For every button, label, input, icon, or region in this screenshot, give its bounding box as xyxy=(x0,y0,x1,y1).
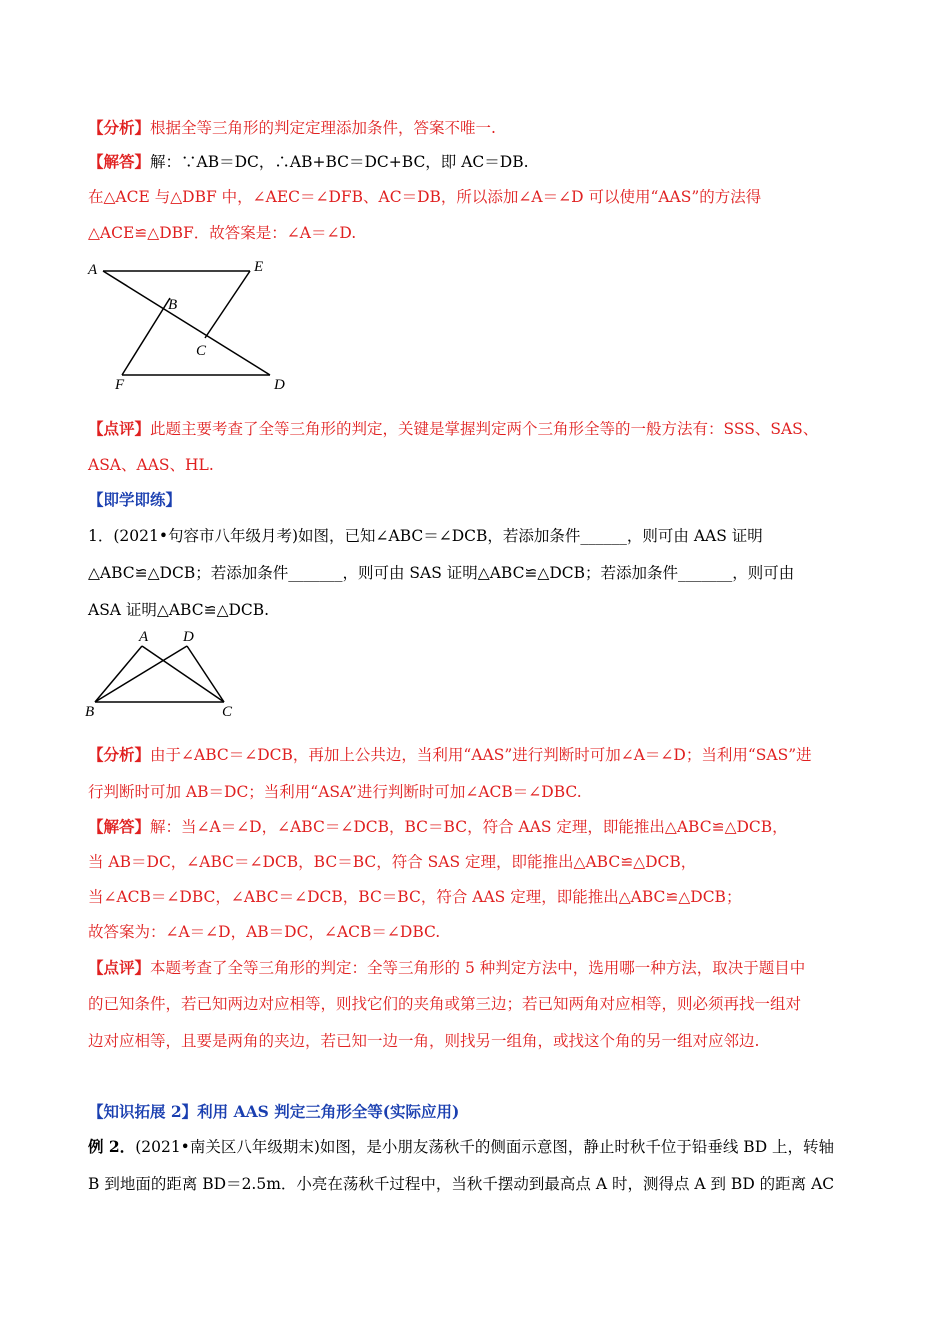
comment-line-1: 本题考查了全等三角形的判定：全等三角形的 5 种判定方法中，选用哪一种方法，取决于题目中 xyxy=(150,959,806,977)
label-d: D xyxy=(183,629,194,645)
analysis-2 xyxy=(88,745,812,765)
label-c: C xyxy=(196,343,207,359)
segment-ec xyxy=(205,271,250,338)
segment-db xyxy=(95,646,187,702)
answer-line-2: 当 AB＝DC，∠ABC＝∠DCB，BC＝BC，符合 SAS 定理，即能推出△ABC≌△DCB， xyxy=(88,853,697,871)
answer-line-3: 当∠ACB＝∠DBC，∠ABC＝∠DCB，BC＝BC，符合 AAS 定理，即能推出△ABC≌△DCB； xyxy=(88,888,742,906)
analysis-line-2: 行判断时可加 AB＝DC；当利用“ASA”进行判断时可加∠ACB＝∠DBC. xyxy=(88,783,582,801)
label-f: F xyxy=(115,377,125,393)
analysis-1 xyxy=(88,118,496,138)
analysis-text: 根据全等三角形的判定定理添加条件，答案不唯一. xyxy=(150,119,496,137)
analysis-tag: 【分析】 xyxy=(88,118,151,137)
comment-line-1: 此题主要考查了全等三角形的判定，关键是掌握判定两个三角形全等的一般方法有：SSS、SAS、 xyxy=(150,420,819,438)
figure-1 xyxy=(84,256,294,394)
answer-2 xyxy=(88,817,788,837)
segment-ac xyxy=(142,646,224,702)
label-b: B xyxy=(168,297,178,313)
analysis-line-1: 由于∠ABC＝∠DCB，再加上公共边，当利用“AAS”进行判断时可加∠A＝∠D；当利用“SAS”进 xyxy=(150,746,812,764)
comment-tag: 【点评】 xyxy=(88,419,151,438)
extension-heading: 【知识拓展 2】利用 AAS 判定三角形全等(实际应用) xyxy=(88,1102,460,1121)
comment-line-2: ASA、AAS、HL. xyxy=(88,456,214,474)
label-c: C xyxy=(222,704,233,720)
segment-ad xyxy=(103,271,270,375)
question-line-2: △ABC≌△DCB；若添加条件_______，则可由 SAS 证明△ABC≌△DCB；若添加条件_______，则可由 xyxy=(88,564,795,582)
answer-line-2: 在△ACE 与△DBF 中，∠AEC＝∠DFB、AC＝DB，所以添加∠A＝∠D 可以使用“AAS”的方法得 xyxy=(88,188,762,206)
label-b: B xyxy=(85,704,95,720)
example-2-line-1 xyxy=(88,1137,834,1157)
answer-tag: 【解答】 xyxy=(88,817,151,836)
example-2-line-2: B 到地面的距离 BD＝2.5m．小亮在荡秋千过程中，当秋千摆动到最高点 A 时，测得点 A 到 BD 的距离 AC xyxy=(88,1175,835,1193)
answer-line-1: 解：∵AB＝DC，∴AB+BC＝DC+BC，即 AC＝DB. xyxy=(150,153,529,171)
analysis-tag: 【分析】 xyxy=(88,745,151,764)
segment-dc xyxy=(187,646,224,702)
answer-line-3: △ACE≌△DBF．故答案是：∠A＝∠D. xyxy=(88,224,357,242)
label-d: D xyxy=(274,377,285,393)
answer-line-1: 解：当∠A＝∠D，∠ABC＝∠DCB，BC＝BC，符合 AAS 定理，即能推出△ABC≌△DCB， xyxy=(150,818,788,836)
example-text-1: (2021•南关区八年级期末)如图，是小朋友荡秋千的侧面示意图，静止时秋千位于铅垂线 BD 上，转轴 xyxy=(135,1138,835,1156)
example-label: 例 2． xyxy=(88,1137,136,1156)
answer-tag: 【解答】 xyxy=(88,152,151,171)
comment-line-3: 边对应相等，且要是两角的夹边，若已知一边一角，则找另一组角，或找这个角的另一组对应邻边. xyxy=(88,1032,760,1050)
label-a: A xyxy=(139,629,149,645)
question-line-1: 1．(2021•句容市八年级月考)如图，已知∠ABC＝∠DCB，若添加条件______，则可由 AAS 证明 xyxy=(88,527,763,545)
comment-line-2: 的已知条件，若已知两边对应相等，则找它们的夹角或第三边；若已知两角对应相等，则必须再找一组对 xyxy=(88,995,802,1013)
question-line-3: ASA 证明△ABC≌△DCB. xyxy=(88,601,270,619)
segment-ab xyxy=(95,646,142,702)
practice-heading: 【即学即练】 xyxy=(88,490,182,509)
comment-tag: 【点评】 xyxy=(88,958,151,977)
segment-bf xyxy=(122,298,170,375)
label-a: A xyxy=(88,262,98,278)
answer-line-4: 故答案为：∠A＝∠D，AB＝DC，∠ACB＝∠DBC. xyxy=(88,923,441,941)
label-e: E xyxy=(254,259,264,275)
figure-2 xyxy=(84,624,244,720)
answer-1 xyxy=(88,152,529,172)
comment-2 xyxy=(88,958,805,978)
comment-1 xyxy=(88,419,818,439)
